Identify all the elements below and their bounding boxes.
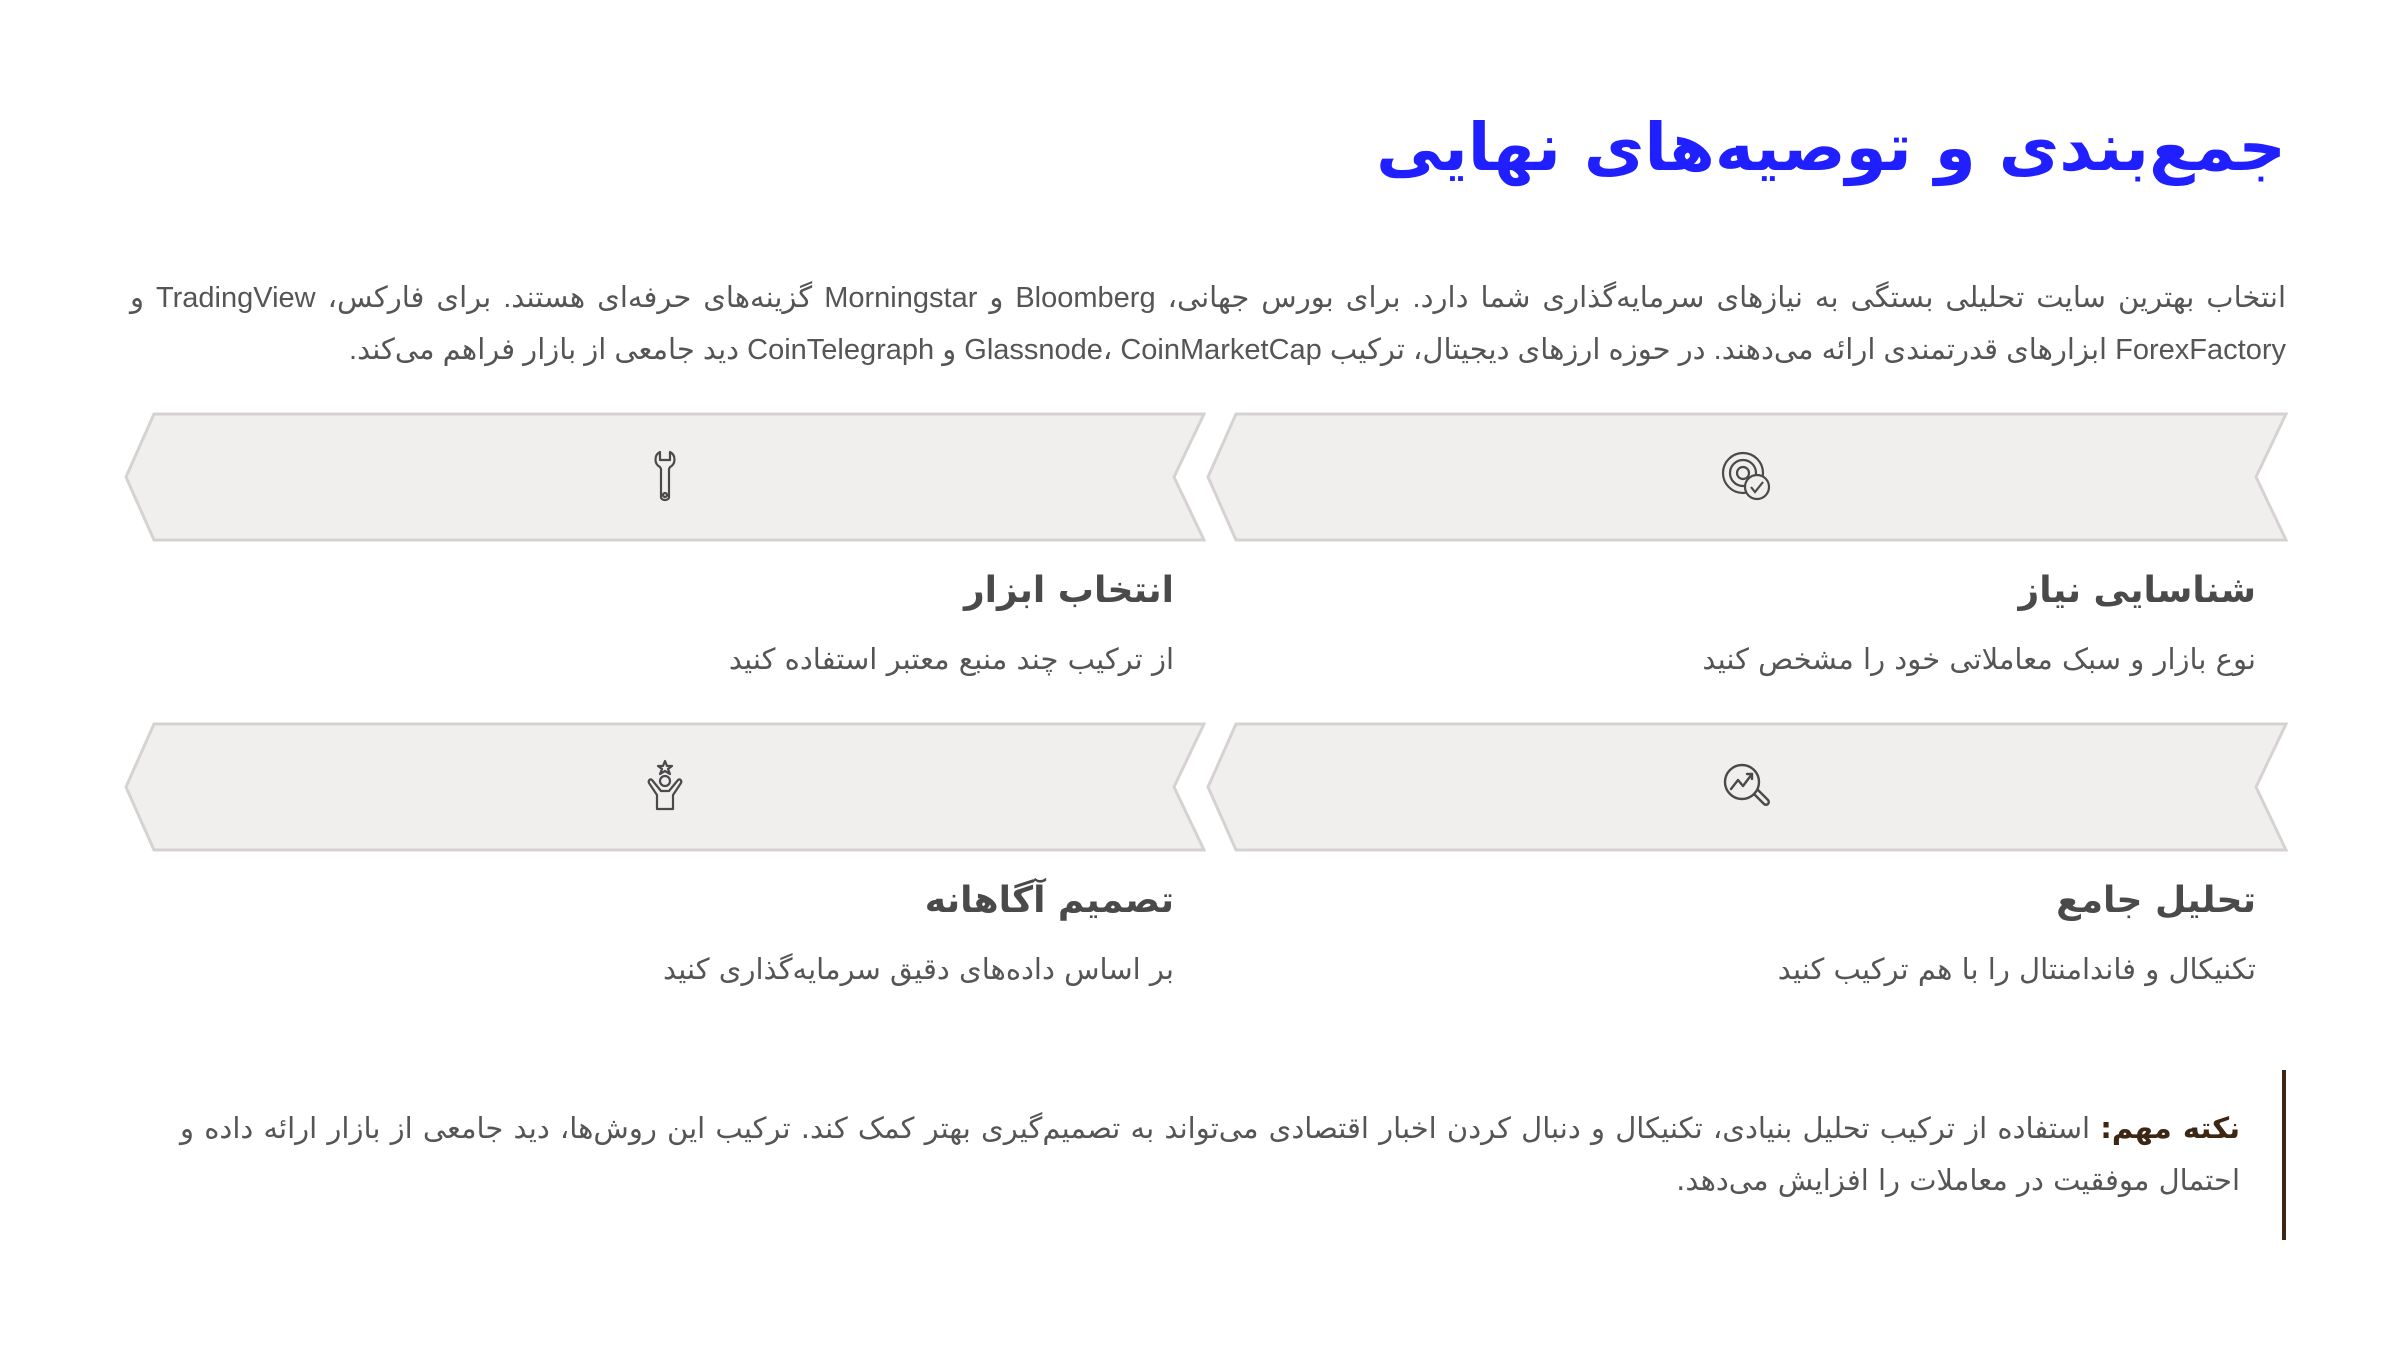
- chevron-banner: [124, 412, 1206, 542]
- step-card-choose-tool: [124, 412, 1206, 676]
- card-description: تکنیکال و فاندامنتال را با هم ترکیب کنید: [1777, 952, 2256, 986]
- card-title: تحلیل جامع: [2056, 880, 2256, 921]
- card-title: شناسایی نیاز: [2018, 570, 2256, 611]
- note-text: استفاده از ترکیب تحلیل بنیادی، تکنیکال و دنبال کردن اخبار اقتصادی می‌تواند به تصمیم‌گیری بهتر کمک کند. ترکیب این روش‌ها، دید جامعی از بازار ارائه داده و احتمال موفقیت در معاملات را افزایش می‌دهد.: [180, 1111, 2240, 1197]
- card-description: از ترکیب چند منبع معتبر استفاده کنید: [728, 642, 1174, 676]
- magnifier-chart-icon: [1719, 759, 1775, 815]
- step-card-informed-decision: [124, 722, 1206, 986]
- target-check-icon: [1719, 449, 1775, 505]
- step-card-identify-need: [1206, 412, 2288, 676]
- chevron-banner: [1206, 722, 2288, 852]
- card-title: تصمیم آگاهانه: [924, 880, 1174, 921]
- chevron-banner: [1206, 412, 2288, 542]
- wrench-icon: [637, 449, 693, 505]
- person-star-icon: [637, 759, 693, 815]
- note-paragraph: [180, 1070, 2240, 1206]
- important-note: [180, 1070, 2286, 1240]
- intro-paragraph: انتخاب بهترین سایت تحلیلی بستگی به نیازهای سرمایه‌گذاری شما دارد. برای بورس جهانی، Bloomberg و Morningstar گزینه‌های حرفه‌ای هستند. برای فارکس، TradingView و ForexFactory ابزارهای قدرتمندی ارائه می‌دهند. در حوزه ارزهای دیجیتال، ترکیب Glassnode، CoinMarketCap و CoinTelegraph دید جامعی از بازار فراهم می‌کند.: [130, 282, 2287, 366]
- note-label: نکته مهم:: [2100, 1111, 2240, 1145]
- step-card-full-analysis: [1206, 722, 2288, 986]
- card-title: انتخاب ابزار: [963, 570, 1174, 611]
- chevron-banner: [124, 722, 1206, 852]
- page-title: جمع‌بندی و توصیه‌های نهایی: [1376, 109, 2286, 186]
- card-description: بر اساس داده‌های دقیق سرمایه‌گذاری کنید: [663, 952, 1174, 986]
- card-description: نوع بازار و سبک معاملاتی خود را مشخص کنید: [1702, 642, 2256, 676]
